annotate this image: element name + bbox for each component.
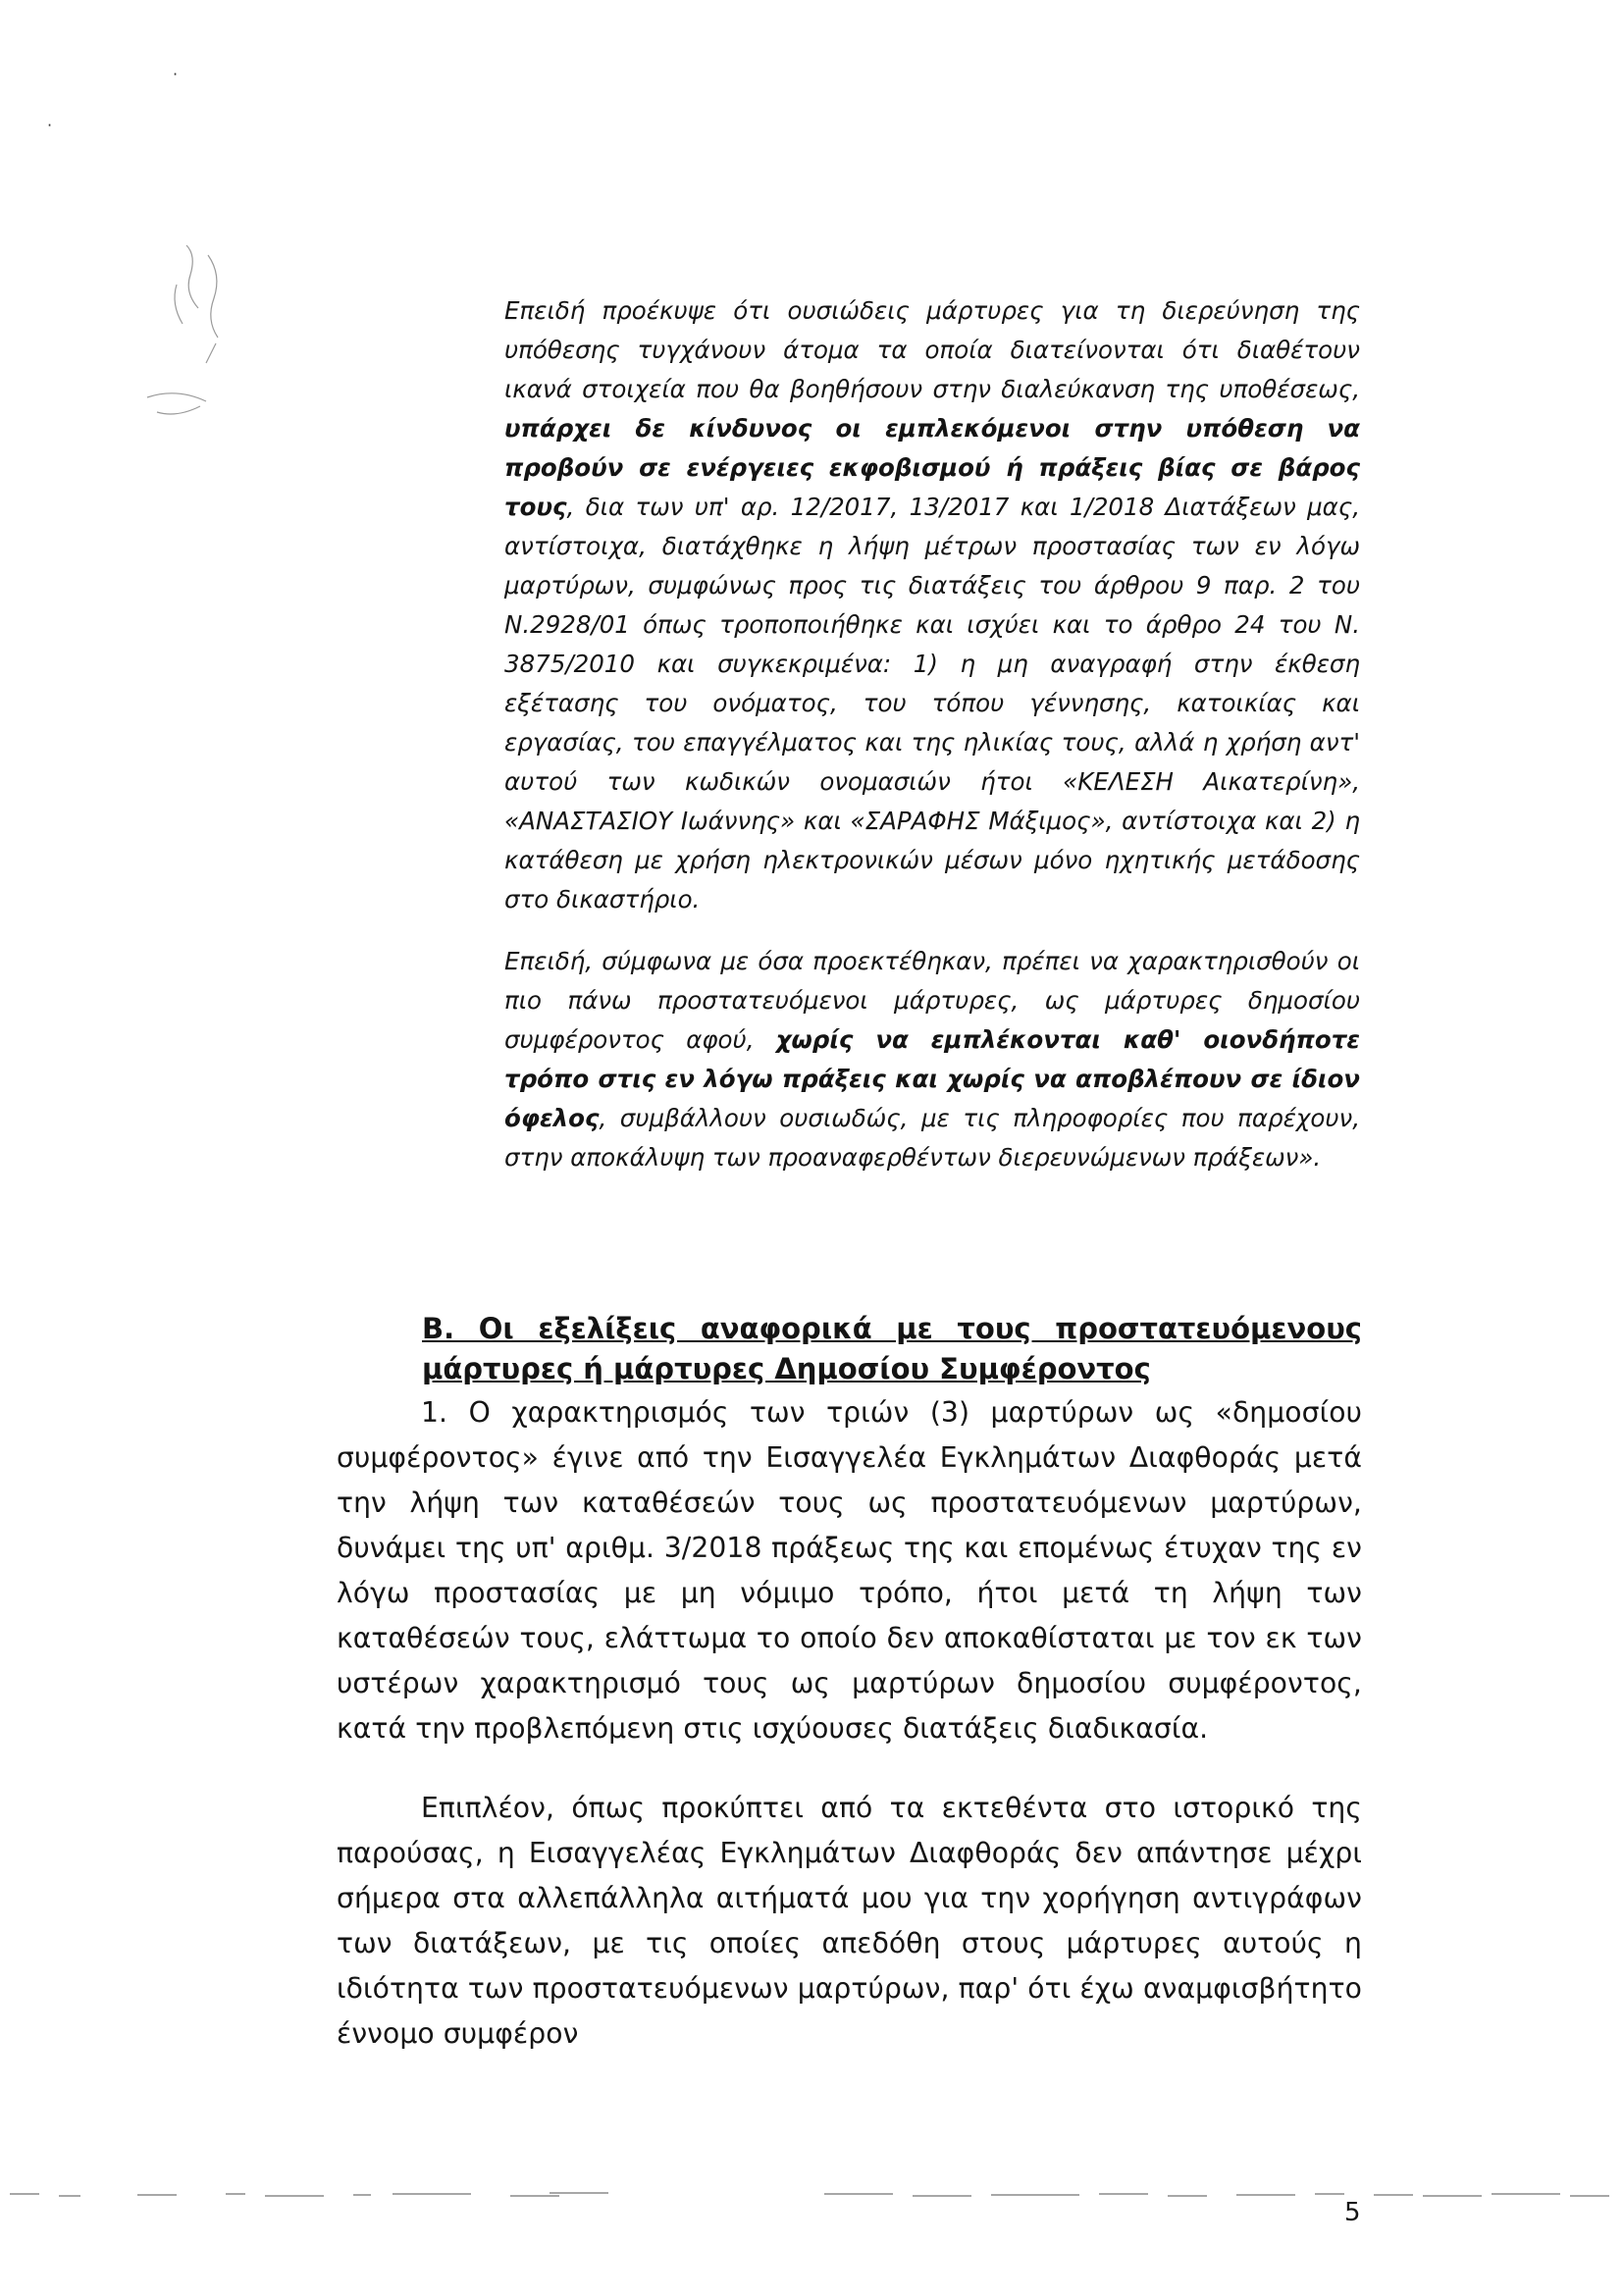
body-paragraph-1: 1. Ο χαρακτηρισμός των τριών (3) μαρτύρων ως «δημοσίου συμφέροντος» έγινε από την Εισαγγελέα Εγκλημάτων Διαφθοράς μετά την λήψη των καταθέσεών τους ως προστατευόμενων μαρτύρων, δυνάμει της υπ' αριθμ. 3/2018 πράξεως της και επομένως έτυχαν της εν λόγω προστασίας με μη νόμιμο τρόπο, ήτοι μετά τη λήψη των καταθέσεών τους, ελάττωμα το οποίο δεν αποκαθίσταται με τον εκ των υστέρων χαρακτηρισμό τους ως μαρτύρων δημοσίου συμφέροντος, κατά την προβλεπόμενη στις ισχύουσες διατάξεις διαδικασία. — [337, 1396, 1362, 1745]
quote-paragraph-1 — [504, 291, 1360, 919]
quote-text: , δια των υπ' αρ. 12/2017, 13/2017 και 1/2018 Διατάξεων μας, αντίστοιχα, διατάχθηκε η λήψη μέτρων προστασίας των εν λόγω μαρτύρων, συμφώνως προς τις διατάξεις του άρθρου 9 παρ. 2 του Ν.2928/01 όπως τροποποιήθηκε και ισχύει και το άρθρο 24 του Ν. 3875/2010 και συγκεκριμένα: 1) η μη αναγραφή στην έκθεση εξέτασης του ονόματος, του τόπου γέννησης, κατοικίας και εργασίας, του επαγγέλματος και της ηλικίας τους, αλλά η χρήση αντ' αυτού των κωδικών ονομασιών ήτοι «ΚΕΛΕΣΗ Αικατερίνη», «ΑΝΑΣΤΑΣΙΟΥ Ιωάννης» και «ΣΑΡΑΦΗΣ Μάξιμος», αντίστοιχα και 2) η κατάθεση με χρήση ηλεκτρονικών μέσων μόνο ηχητικής μετάδοσης στο δικαστήριο. — [504, 493, 1360, 913]
body-paragraph-2: Επιπλέον, όπως προκύπτει από τα εκτεθέντα στο ιστορικό της παρούσας, η Εισαγγελέας Εγκλημάτων Διαφθοράς δεν απάντησε μέχρι σήμερα στα αλλεπάλληλα αιτήματά μου για την χορήγηση αντιγράφων των διατάξεων, με τις οποίες απεδόθη στους μάρτυρες αυτούς η ιδιότητα των προστατευόμενων μαρτύρων, παρ' ότι έχω αναμφισβήτητο έννομο συμφέρον — [337, 1792, 1362, 2050]
page-number: 5 — [1344, 2198, 1361, 2227]
quote-text: , συμβάλλουν ουσιωδώς, με τις πληροφορίες που παρέχουν, στην αποκάλυψη των προαναφερθέντων διερευνώμενων πράξεων». — [504, 1104, 1360, 1172]
quote-bold-text: χωρίς να εμπλέκονται καθ' οιονδήποτε τρόπο στις εν λόγω πράξεις και χωρίς να αποβλέπουν σε ίδιον όφελος — [504, 1025, 1360, 1132]
quote-paragraph-2 — [504, 942, 1360, 1177]
scan-speck: · — [47, 116, 53, 134]
scan-noise — [0, 2184, 1623, 2214]
section-heading: Β. Οι εξελίξεις αναφορικά με τους προστατευόμενους μάρτυρες ή μάρτυρες Δημοσίου Συμφέροντος — [422, 1312, 1362, 1385]
quote-bold-text: υπάρχει δε κίνδυνος οι εμπλεκόμενοι στην υπόθεση να προβούν σε ενέργειες εκφοβισμού ή πράξεις βίας σε βάρος τους — [504, 414, 1360, 521]
scan-speck: · — [173, 65, 179, 83]
stamp-mark — [118, 226, 255, 451]
quote-text: Επειδή, σύμφωνα με όσα προεκτέθηκαν, πρέπει να χαρακτηρισθούν οι πιο πάνω προστατευόμενοι μάρτυρες, ως μάρτυρες δημοσίου συμφέροντος αφού, — [504, 947, 1360, 1054]
quote-text: Επειδή προέκυψε ότι ουσιώδεις μάρτυρες για τη διερεύνηση της υπόθεσης τυγχάνουν άτομα τα οποία διατείνονται ότι διαθέτουν ικανά στοιχεία που θα βοηθήσουν στην διαλεύκανση της υποθέσεως, — [504, 296, 1360, 403]
